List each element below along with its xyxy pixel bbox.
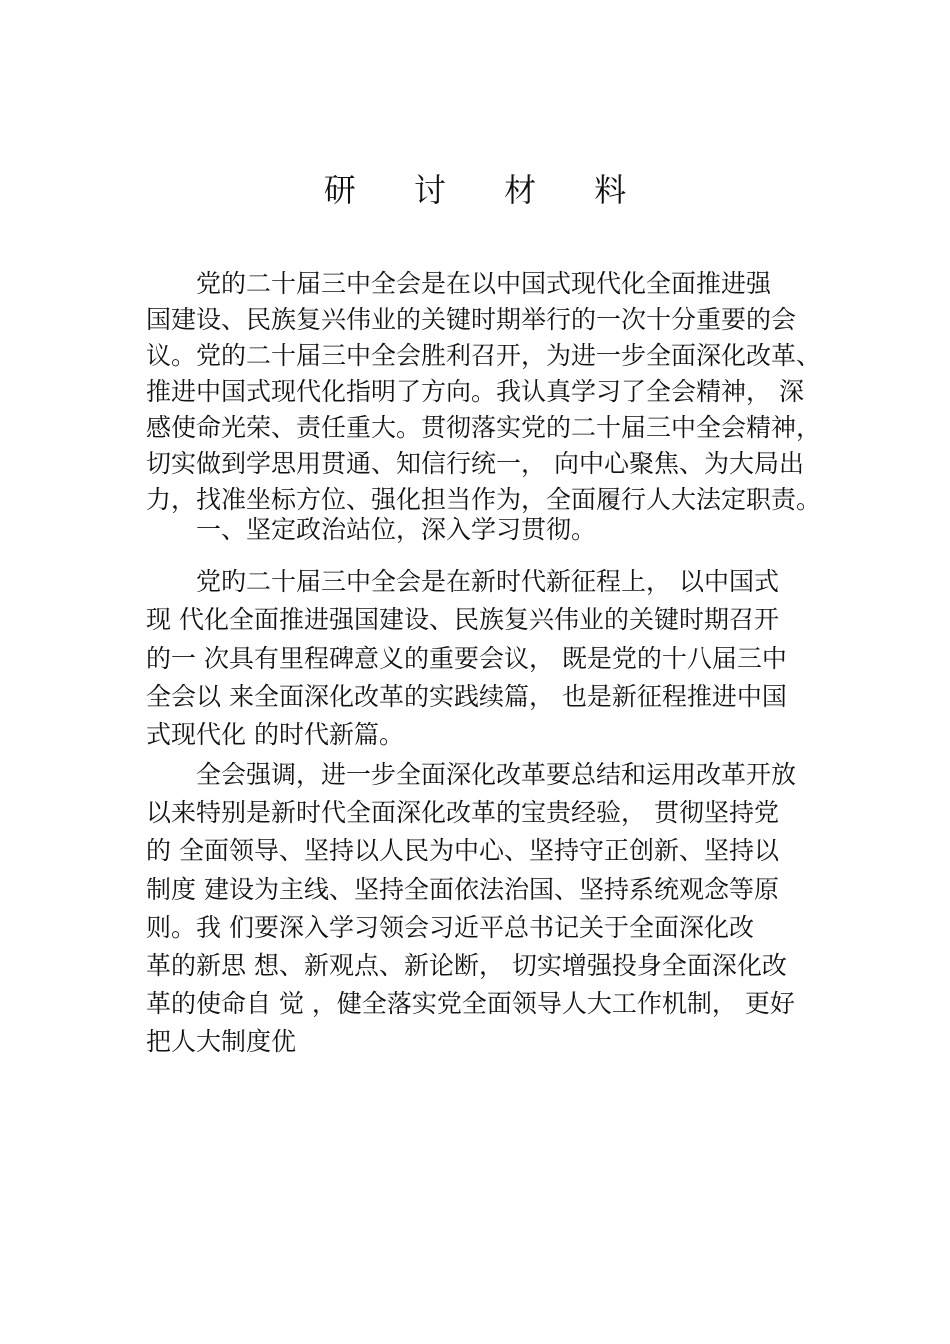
text-line: 推进中国式现代化指明了方向。我认真学习了全会精神， 深	[146, 377, 804, 406]
text-line: 力，找准坐标方位、强化担当作为，全面履行人大法定职责。	[146, 485, 822, 514]
text-line: 革的使命自 觉 ，健全落实党全面领导人大工作机制， 更好	[146, 989, 795, 1018]
text-line: 以来特别是新时代全面深化改革的宝贵经验， 贯彻坚持党	[146, 798, 779, 827]
text-line: 党旳二十届三中全会是在新时代新征程上， 以中国式	[146, 567, 779, 596]
document-title: 研 讨 材 料	[323, 171, 651, 209]
text-line: 全会强调，进一步全面深化改革要总结和运用改革开放	[146, 760, 797, 789]
text-line: 式现代化 的时代新篇。	[146, 720, 404, 749]
text-line: 国建设、民族复兴伟业的关键时期举行的一次十分重要的会	[146, 305, 797, 334]
text-line: 感使命光荣、责任重大。贯彻落实党的二十届三中全会精神，	[146, 413, 822, 442]
text-line: 把人大制度优	[146, 1027, 297, 1056]
text-line: 制度 建设为主线、坚持全面依法治国、坚持系统观念等原	[146, 875, 779, 904]
text-line: 党的二十届三中全会是在以中国式现代化全面推进强	[146, 269, 772, 298]
text-line: 切实做到学思用贯通、知信行统一， 向中心聚焦、为大局出	[146, 449, 804, 478]
text-line: 革的新思 想、新观点、新论断， 切实增强投身全面深化改	[146, 951, 787, 980]
text-line: 则。我 们要深入学习领会习近平总书记关于全面深化改	[146, 913, 754, 942]
text-line: 现 代化全面推进强国建设、民族复兴伟业的关键时期召开	[146, 605, 779, 634]
text-line: 的 全面领导、坚持以人民为中心、坚持守正创新、坚持以	[146, 836, 779, 865]
text-line: 的一 次具有里程碑意义的重要会议， 既是党的十八届三中	[146, 644, 787, 673]
section-heading: 一、坚定政治站位，深入学习贯彻。	[146, 515, 597, 544]
text-line: 全会以 来全面深化改革的实践续篇， 也是新征程推进中国	[146, 682, 787, 711]
text-line: 议。党的二十届三中全会胜利召开，为进一步全面深化改革、	[146, 341, 822, 370]
